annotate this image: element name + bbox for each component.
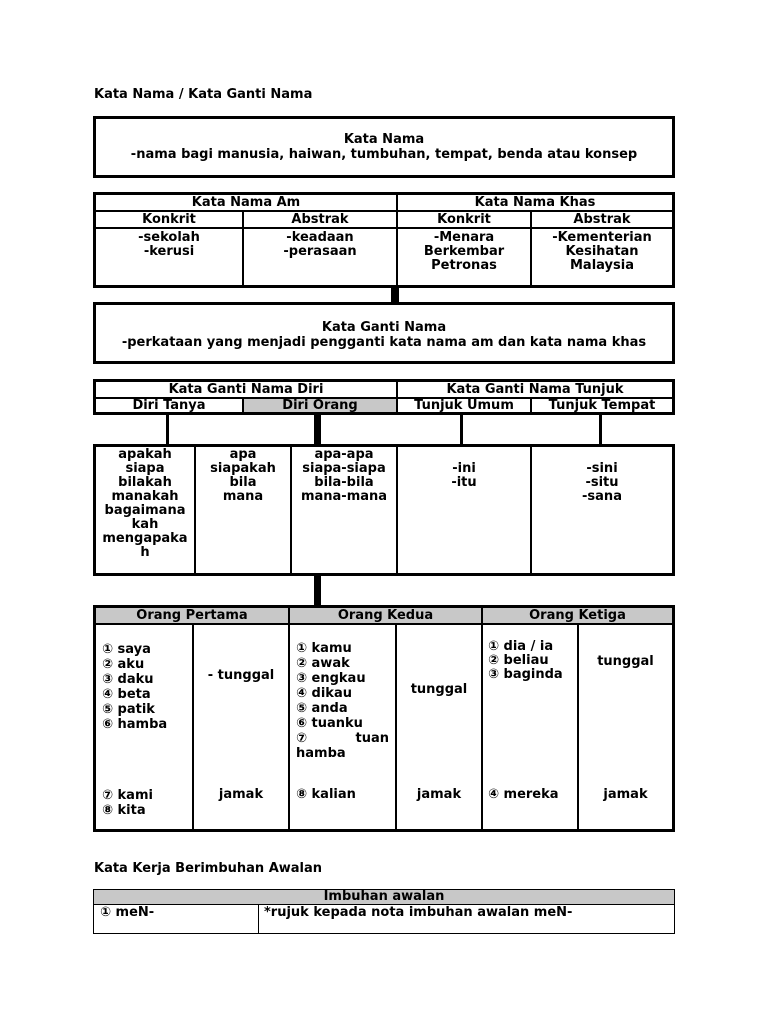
- section-heading-kata-nama: Kata Nama / Kata Ganti Nama: [94, 87, 313, 102]
- kata-ganti-nama-diri-orang-table: [93, 605, 675, 832]
- example-am-konkrit: -sekolah -kerusi: [138, 230, 200, 259]
- examples-diri-tanya-2: apa siapakah bila mana: [210, 447, 276, 504]
- kata-ganti-nama-examples-table: [93, 444, 675, 576]
- header-kata-nama-am: Kata Nama Am: [191, 195, 301, 210]
- orang-pertama-tunggal-list: ① saya ② aku ③ daku ④ beta ⑤ patik ⑥ hamba: [102, 642, 168, 732]
- example-khas-abstrak: -Kementerian Kesihatan Malaysia: [552, 230, 652, 273]
- imbuhan-awalan-table: [93, 889, 675, 934]
- example-khas-konkrit: -Menara Berkembar Petronas: [423, 230, 505, 273]
- section-heading-kata-kerja: Kata Kerja Berimbuhan Awalan: [94, 861, 323, 876]
- header-orang-pertama: Orang Pertama: [136, 608, 248, 623]
- connector-tunjuk-tempat: [599, 414, 602, 445]
- examples-diri-tanya-1: apakah siapa bilakah manakah bagaimana kah mengapaka h: [102, 447, 188, 560]
- orang-pertama-jamak-list: ⑦ kami ⑧ kita: [102, 788, 153, 818]
- header-orang-ketiga: Orang Ketiga: [529, 608, 626, 623]
- kata-nama-description: -nama bagi manusia, haiwan, tumbuhan, tempat, benda atau konsep: [130, 147, 638, 162]
- orang-ketiga-jamak-list: ④ mereka: [488, 787, 559, 802]
- orang-pertama-jamak-label: jamak: [218, 787, 264, 802]
- connector-diri-tanya: [166, 414, 169, 445]
- connector-line: [391, 288, 399, 303]
- examples-diri-tanya-3: apa-apa siapa-siapa bila-bila mana-mana: [300, 447, 388, 504]
- header-kata-ganti-nama-diri: Kata Ganti Nama Diri: [168, 382, 324, 397]
- kata-ganti-nama-description: -perkataan yang menjadi pengganti kata nama am dan kata nama khas: [121, 335, 647, 350]
- orang-kedua-jamak-list: ⑧ kalian: [296, 787, 356, 802]
- subheader-tunjuk-umum: Tunjuk Umum: [414, 398, 514, 413]
- subheader-tunjuk-tempat: Tunjuk Tempat: [548, 398, 656, 413]
- kata-nama-types-table: [93, 192, 675, 288]
- kata-nama-title: Kata Nama: [343, 132, 425, 147]
- kata-ganti-nama-definition-box: [93, 302, 675, 364]
- subheader-khas-abstrak: Abstrak: [573, 212, 631, 227]
- imbuhan-row-note: *rujuk kepada nota imbuhan awalan meN-: [264, 905, 573, 920]
- header-kata-ganti-nama-tunjuk: Kata Ganti Nama Tunjuk: [446, 382, 624, 397]
- subheader-diri-tanya: Diri Tanya: [132, 398, 206, 413]
- orang-kedua-jamak-label: jamak: [416, 787, 462, 802]
- subheader-am-abstrak: Abstrak: [291, 212, 349, 227]
- kata-ganti-nama-title: Kata Ganti Nama: [321, 320, 447, 335]
- orang-kedua-tunggal-label: tunggal: [410, 682, 468, 697]
- connector-diri-orang-bottom: [314, 576, 321, 606]
- orang-ketiga-tunggal-label: tunggal: [597, 654, 654, 669]
- orang-ketiga-jamak-label: jamak: [603, 787, 648, 802]
- header-orang-kedua: Orang Kedua: [337, 608, 434, 623]
- example-am-abstrak: -keadaan -perasaan: [283, 230, 357, 259]
- kata-nama-definition-box: [93, 116, 675, 178]
- imbuhan-row-label: ① meN-: [100, 905, 155, 920]
- kata-ganti-nama-types-table: [93, 379, 675, 415]
- subheader-khas-konkrit: Konkrit: [437, 212, 491, 227]
- orang-ketiga-tunggal-list: ① dia / ia ② beliau ③ baginda: [488, 639, 563, 682]
- orang-kedua-tunggal-list: ① kamu ② awak ③ engkau ④ dikau ⑤ anda ⑥ tuanku ⑦ tuan hamba: [296, 641, 389, 761]
- examples-tunjuk-tempat: -sini -situ -sana: [582, 461, 622, 504]
- orang-pertama-tunggal-label: - tunggal: [207, 668, 275, 683]
- subheader-diri-orang: Diri Orang: [282, 398, 358, 413]
- connector-diri-orang: [314, 414, 321, 445]
- subheader-am-konkrit: Konkrit: [142, 212, 196, 227]
- imbuhan-header: Imbuhan awalan: [323, 889, 445, 904]
- examples-tunjuk-umum: -ini -itu: [451, 461, 477, 490]
- connector-tunjuk-umum: [460, 414, 463, 445]
- header-kata-nama-khas: Kata Nama Khas: [474, 195, 596, 210]
